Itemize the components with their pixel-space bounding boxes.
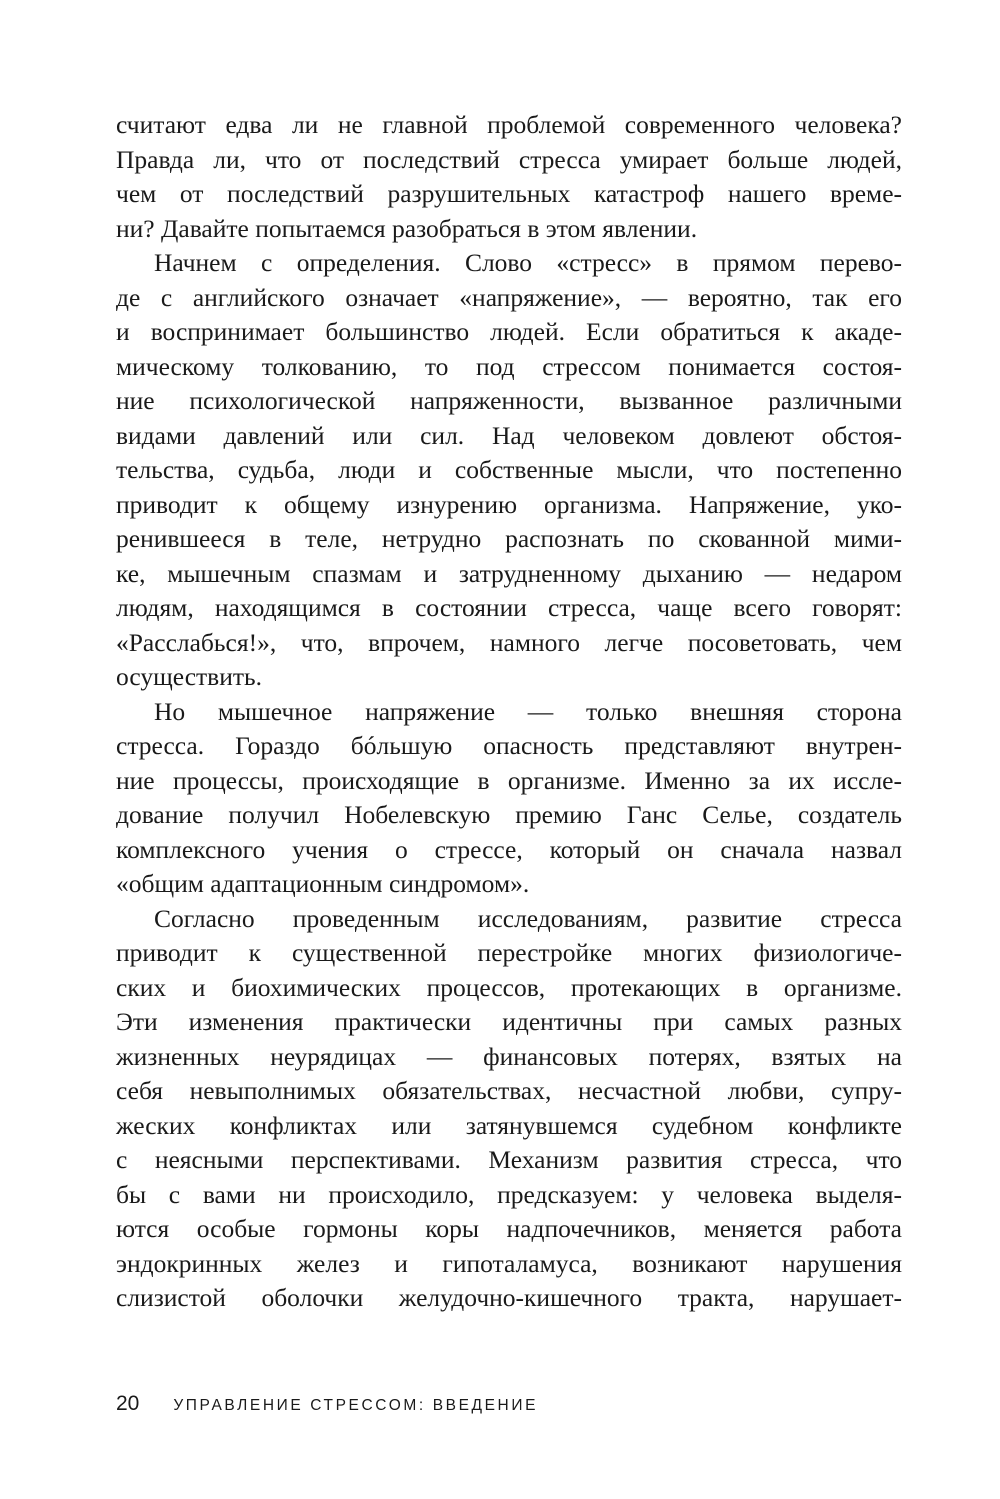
text-line: ке, мышечным спазмам и затрудненному дыханию — недаром [116,558,902,588]
body-text [116,108,902,1316]
text-line: Начнем с определения. Слово «стресс» в прямом перево- [154,248,902,277]
text-line: эндокринных желез и гипоталамуса, возникают нарушения [116,1248,902,1278]
text-line: комплексного учения о стрессе, который он сначала назвал [116,834,902,864]
page-number: 20 [116,1392,140,1415]
text-line: дование получил Нобелевскую премию Ганс Селье, создатель [116,800,902,829]
paragraph-1 [116,108,902,246]
text-line: слизистой оболочки желудочно-кишечного тракта, нарушает- [116,1283,902,1312]
paragraph-4 [116,902,902,1316]
text-line: Правда ли, что от последствий стресса умирает больше людей, [116,144,902,174]
text-line: бы с вами ни происходило, предсказуем: у человека выделя- [116,1179,902,1209]
text-line: осуществить. [116,662,263,691]
text-line: себя невыполнимых обязательствах, несчастной любви, супру- [116,1076,902,1105]
text-line: де с английского означает «напряжение», — вероятно, так его [116,282,902,312]
text-line: людям, находящимся в состоянии стресса, чаще всего говорят: [116,593,902,622]
text-line: жеских конфликтах или затянувшемся судебном конфликте [116,1110,902,1140]
text-line: жизненных неурядицах — финансовых потерях, взятых на [116,1041,902,1071]
text-line: с неясными перспективами. Механизм развития стресса, что [116,1145,902,1174]
text-line: Но мышечное напряжение — только внешняя сторона [154,696,902,726]
text-line: приводит к существенной перестройке многих физиологиче- [116,938,902,967]
text-line: считают едва ли не главной проблемой современного человека? [116,110,902,139]
text-line: тельства, судьба, люди и собственные мысли, что постепенно [116,455,902,484]
text-line: мическому толкованию, то под стрессом понимается состоя- [116,351,902,381]
paragraph-2 [116,246,902,695]
text-line: видами давлений или сил. Над человеком довлеют обстоя- [116,420,902,450]
text-line: Согласно проведенным исследованиям, развитие стресса [154,903,902,933]
text-line: приводит к общему изнурению организма. Напряжение, уко- [116,489,902,519]
text-line: ренившееся в теле, нетрудно распознать по скованной мими- [116,524,902,553]
text-line: ние процессы, происходящие в организме. Именно за их иссле- [116,765,902,795]
text-line: чем от последствий разрушительных катастроф нашего време- [116,179,902,208]
text-line: ние психологической напряженности, вызванное различными [116,386,902,415]
text-line: «общим адаптационным синдромом». [116,869,530,898]
text-line: и воспринимает большинство людей. Если обратиться к акаде- [116,317,902,346]
text-line: ских и биохимических процессов, протекающих в организме. [116,972,902,1002]
paragraph-3 [116,695,902,902]
text-line: Эти изменения практически идентичны при самых разных [116,1007,902,1036]
text-line: ни? Давайте попытаемся разобраться в этом явлении. [116,213,698,243]
page-footer [116,1392,538,1416]
text-line: стресса. Гораздо бóльшую опасность представляют внутрен- [116,731,902,760]
text-line: «Расслабься!», что, впрочем, намного легче посоветовать, чем [116,627,902,657]
running-head: УПРАВЛЕНИЕ СТРЕССОМ: ВВЕДЕНИЕ [173,1397,539,1414]
text-line: ются особые гормоны коры надпочечников, меняется работа [116,1214,902,1243]
